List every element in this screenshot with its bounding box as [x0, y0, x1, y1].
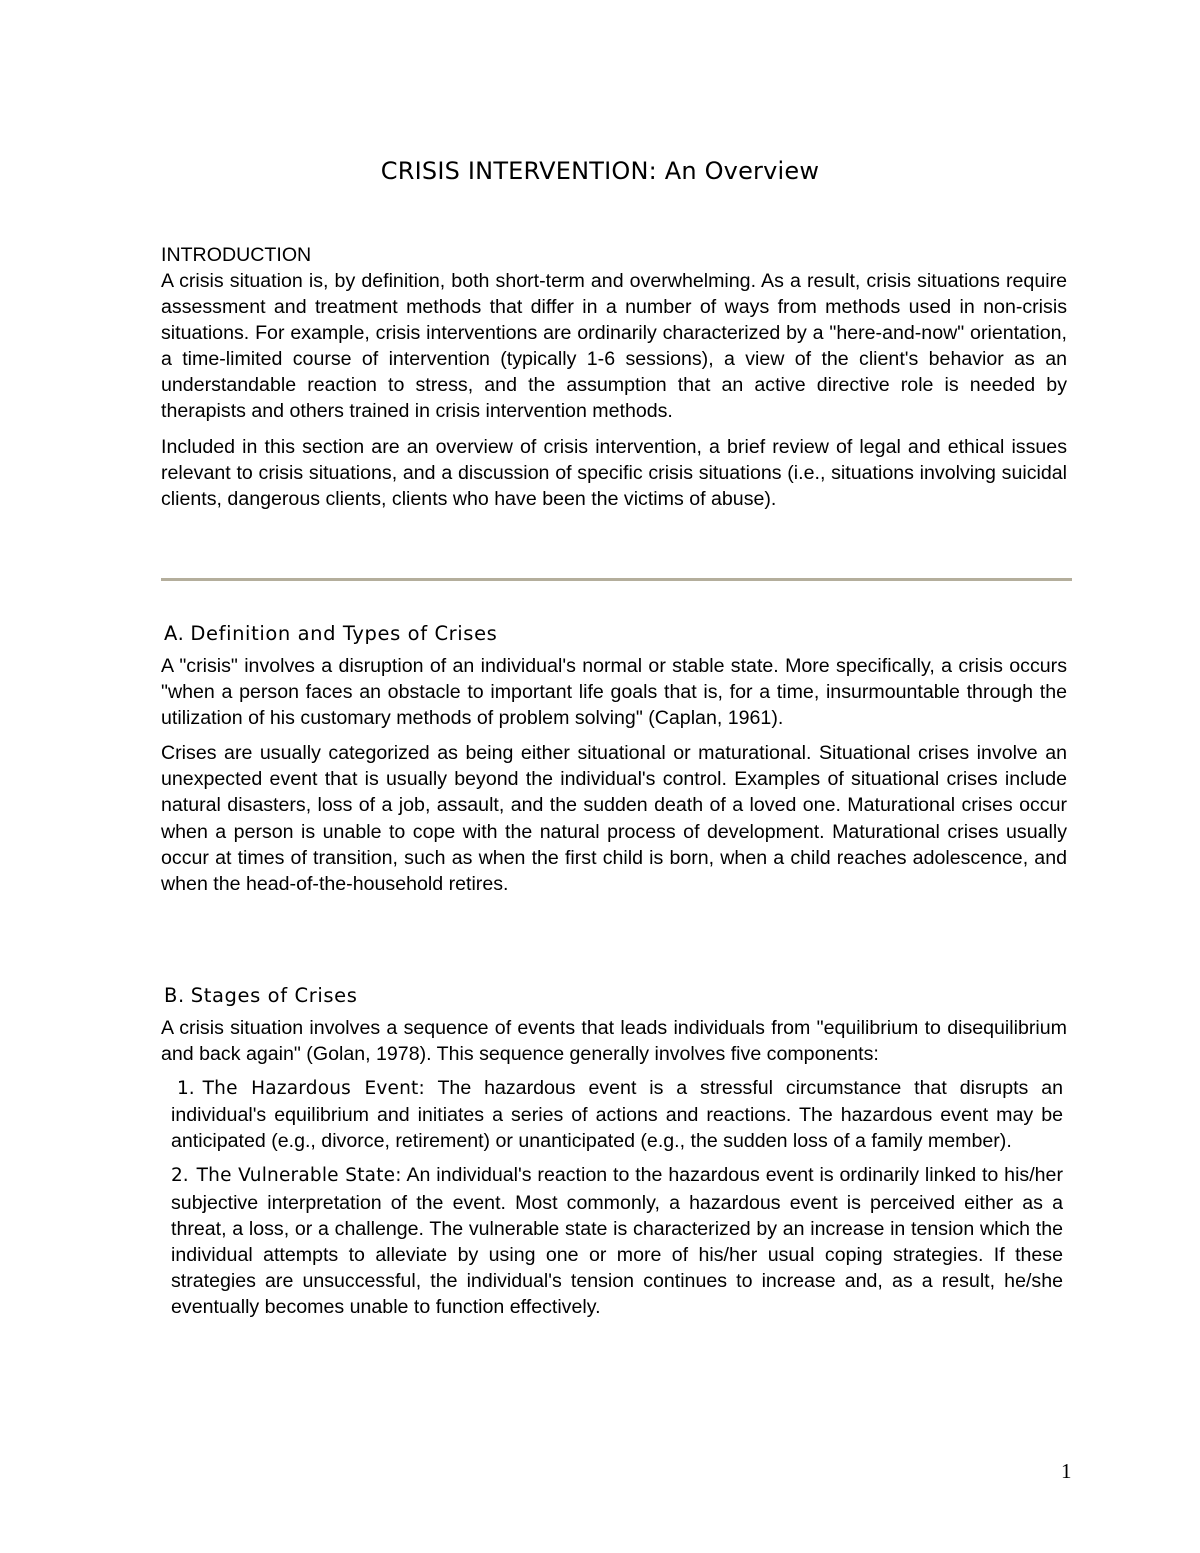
list-item — [171, 1075, 1063, 1154]
section-b-heading — [164, 982, 1067, 1010]
section-a — [161, 620, 1067, 897]
section-a-paragraph-2: Crises are usually categorized as being either situational or maturational. Situational crises involve an unexpected event that is usually beyond the individual's control. Examples of situational crises include natural disasters, loss of a job, assault, and the sudden death of a loved one. Maturational crises occur when a person is unable to cope with the natural process of development. Maturational crises usually occur at times of transition, such as when the first child is born, when a child reaches adolescence, and when the head-of-the-household retires. — [161, 742, 1067, 895]
list-item-number: 2. — [171, 1165, 189, 1187]
list-item — [171, 1162, 1063, 1320]
section-a-letter: A. — [164, 622, 185, 645]
section-a-heading — [164, 620, 1067, 648]
section-a-paragraph-1: A "crisis" involves a disruption of an individual's normal or stable state. More specifically, a crisis occurs "when a person faces an obstacle to important life goals that is, for a time, insurmountable through the utilization of his customary methods of problem solving" (Caplan, 1961). — [161, 655, 1067, 730]
page-number: 1 — [1061, 1459, 1072, 1483]
introduction-paragraph-1: A crisis situation is, by definition, both short-term and overwhelming. As a result, crisis situations require assessment and treatment methods that differ in a number of ways from methods used in non-crisis situations. For example, crisis interventions are ordinarily characterized by a "here-and-now" orientation, a time-limited course of intervention (typically 1-6 sessions), a view of the client's behavior as an understandable reaction to stress, and the assumption that an active directive role is needed by therapists and others trained in crisis intervention methods. — [161, 270, 1067, 423]
introduction-section — [161, 242, 1067, 512]
document-title: CRISIS INTERVENTION: An Overview — [380, 157, 820, 185]
section-b-title: Stages of Crises — [190, 984, 358, 1007]
section-b-letter: B. — [164, 984, 185, 1007]
introduction-paragraph-2: Included in this section are an overview of crisis intervention, a brief review of legal and ethical issues relevant to crisis situations, and a discussion of specific crisis situations (i.e., situations involving suicidal clients, dangerous clients, clients who have been the victims of abuse). — [161, 435, 1067, 510]
section-b — [161, 982, 1067, 1320]
list-item-label: The Hazardous Event: — [202, 1078, 425, 1100]
stages-list — [171, 1075, 1063, 1320]
horizontal-divider — [161, 578, 1072, 581]
list-item-text: An individual's reaction to the hazardous event is ordinarily linked to his/her subjective interpretation of the event. Most commonly, a hazardous event is perceived either as a threat, a loss, or a challenge. The vulnerable state is characterized by an increase in tension which the individual attempts to alleviate by using one or more of his/her usual coping strategies. If these strategies are unsuccessful, the individual's tension continues to increase and, as a result, he/she eventually becomes unable to function effectively. — [171, 1164, 1063, 1318]
list-item-label: The Vulnerable State: — [196, 1165, 402, 1187]
introduction-heading: INTRODUCTION — [161, 244, 312, 266]
list-item-number: 1. — [177, 1078, 195, 1100]
section-a-title: Definition and Types of Crises — [190, 622, 498, 645]
section-b-intro: A crisis situation involves a sequence of events that leads individuals from "equilibrium to disequilibrium and back again" (Golan, 1978). This sequence generally involves five components: — [161, 1017, 1067, 1066]
list-item-text: The hazardous event is a stressful circumstance that disrupts an individual's equilibrium and initiates a series of actions and reactions. The hazardous event may be anticipated (e.g., divorce, retirement) or unanticipated (e.g., the sudden loss of a family member). — [171, 1077, 1063, 1153]
